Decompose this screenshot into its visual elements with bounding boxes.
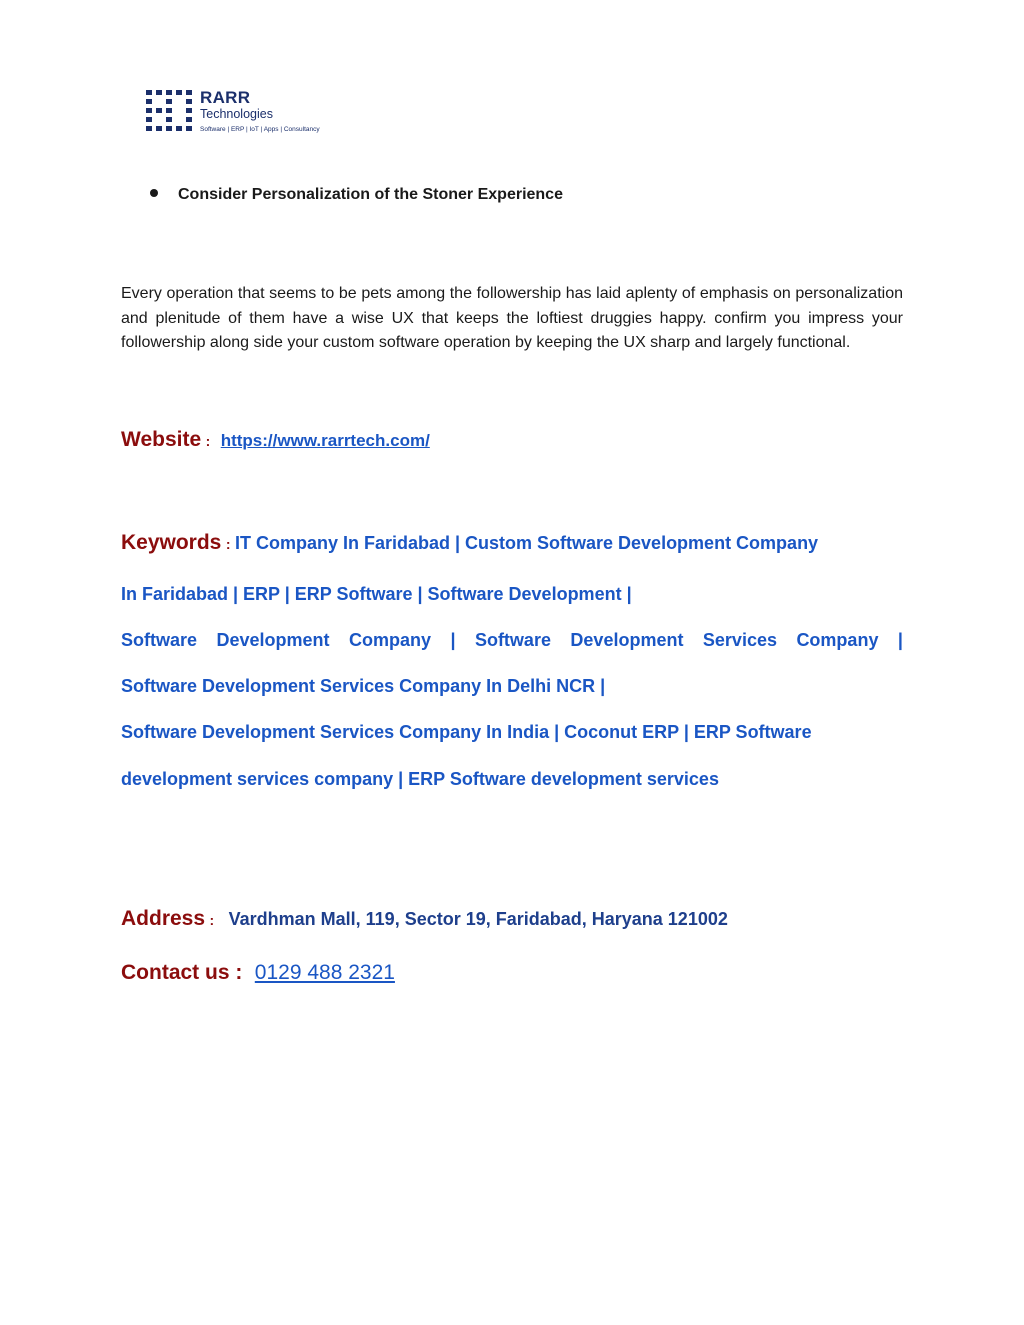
logo-subtitle: Technologies [200, 107, 273, 121]
keywords-line-1[interactable]: IT Company In Faridabad | Custom Software Development Company [234, 533, 819, 553]
keyword-separator: | [450, 630, 456, 650]
keywords-separator: : [225, 536, 231, 552]
logo-tagline: Software | ERP | IoT | Apps | Consultancy [200, 126, 320, 133]
contact-label: Contact us : [121, 961, 243, 984]
keyword-word: Software [121, 630, 198, 650]
keywords-label: Keywords [121, 531, 222, 554]
website-label: Website [121, 428, 202, 451]
keywords-line-4[interactable]: Software Development Services Company In Delhi NCR | [121, 676, 606, 696]
keyword-word: Company [348, 630, 431, 650]
address-row [121, 907, 728, 931]
bullet-icon [150, 189, 158, 197]
keyword-separator: | [897, 630, 903, 650]
address-value: Vardhman Mall, 119, Sector 19, Faridabad, Haryana 121002 [228, 909, 728, 929]
keywords-row [121, 531, 818, 555]
keyword-word: Services [702, 630, 777, 650]
keyword-word: Development [216, 630, 330, 650]
keywords-line-6[interactable]: development services company | ERP Software development services [121, 769, 719, 789]
logo-grid-icon [146, 90, 192, 132]
website-row [121, 428, 430, 452]
contact-row [121, 961, 395, 985]
keywords-line-5[interactable]: Software Development Services Company In India | Coconut ERP | ERP Software [121, 722, 812, 742]
logo-name: RARR [200, 88, 251, 107]
body-paragraph: Every operation that seems to be pets among the followership has laid aplenty of emphasis on personalization and plenitude of them have a wise UX that keeps the loftiest druggies happy. confirm you impress your followership along side your custom software operation by keeping the UX sharp and largely functional. [121, 285, 903, 351]
website-separator: : [205, 433, 211, 449]
address-label: Address [121, 907, 206, 930]
keyword-word: Development [570, 630, 684, 650]
bullet-heading-text: Consider Personalization of the Stoner Experience [178, 186, 563, 203]
keywords-line-2[interactable]: In Faridabad | ERP | ERP Software | Software Development | [121, 584, 632, 604]
keyword-word: Company [796, 630, 879, 650]
keywords-line-3[interactable] [121, 630, 903, 651]
bullet-heading [150, 186, 563, 204]
address-separator: : [209, 912, 215, 928]
website-link[interactable]: https://www.rarrtech.com/ [220, 431, 430, 450]
keyword-word: Software [474, 630, 551, 650]
contact-phone-link[interactable]: 0129 488 2321 [254, 961, 395, 984]
